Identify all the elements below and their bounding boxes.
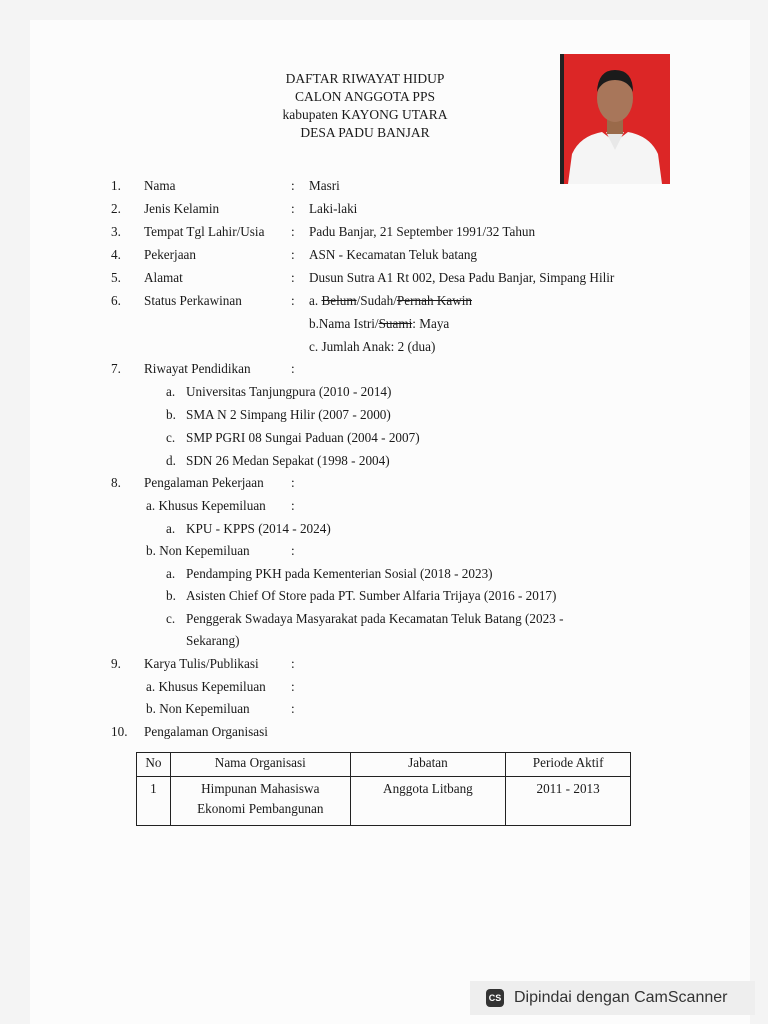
education-item: Universitas Tanjungpura (2010 - 2014) xyxy=(186,384,392,399)
option-prefix: a. xyxy=(309,293,322,308)
field-number: 5. xyxy=(111,270,121,285)
spouse-name-line xyxy=(309,316,449,332)
colon: : xyxy=(291,679,295,694)
section-label-publikasi: Karya Tulis/Publikasi xyxy=(144,656,259,671)
list-letter: c. xyxy=(166,430,176,445)
list-letter: c. xyxy=(166,611,176,626)
colon: : xyxy=(291,293,295,308)
field-label-nama: Nama xyxy=(144,178,176,193)
subsection-label-non: b. Non Kepemiluan xyxy=(146,701,250,716)
struck-option: Suami xyxy=(378,316,413,331)
profile-photo xyxy=(560,54,670,184)
cell-position: Anggota Litbang xyxy=(350,777,506,826)
colon: : xyxy=(291,224,295,239)
section-label-pekerjaan: Pengalaman Pekerjaan xyxy=(144,475,264,490)
work-item: KPU - KPPS (2014 - 2024) xyxy=(186,521,331,536)
field-label-tempat-tgl-lahir: Tempat Tgl Lahir/Usia xyxy=(144,224,265,239)
selected-option: /Sudah/ xyxy=(356,293,397,308)
children-count-line: c. Jumlah Anak: 2 (dua) xyxy=(309,339,436,354)
subsection-label-non: b. Non Kepemiluan xyxy=(146,543,250,558)
education-item: SMA N 2 Simpang Hilir (2007 - 2000) xyxy=(186,407,391,422)
cell-period: 2011 - 2013 xyxy=(506,777,631,826)
section-label-pendidikan: Riwayat Pendidikan xyxy=(144,361,251,376)
field-number: 6. xyxy=(111,293,121,308)
document-title xyxy=(240,70,490,142)
field-value-pekerjaan: ASN - Kecamatan Teluk batang xyxy=(309,247,478,262)
title-line: CALON ANGGOTA PPS xyxy=(295,89,435,104)
field-value-nama: Masri xyxy=(309,178,340,193)
camscanner-badge xyxy=(470,981,755,1015)
spouse-name: : Maya xyxy=(412,316,450,331)
work-item-continuation: Sekarang) xyxy=(186,633,240,648)
camscanner-text: Dipindai dengan CamScanner xyxy=(514,989,728,1006)
organization-name-line: Himpunan Mahasiswa xyxy=(201,781,320,796)
title-line: DESA PADU BANJAR xyxy=(300,125,430,140)
field-value-alamat: Dusun Sutra A1 Rt 002, Desa Padu Banjar, Simpang Hilir xyxy=(309,270,615,285)
work-item: Asisten Chief Of Store pada PT. Sumber Alfaria Trijaya (2016 - 2017) xyxy=(186,588,557,603)
field-label-status-perkawinan: Status Perkawinan xyxy=(144,293,242,308)
field-label-jenis-kelamin: Jenis Kelamin xyxy=(144,201,220,216)
camscanner-logo-icon: CS xyxy=(486,989,504,1007)
column-header-periode-aktif: Periode Aktif xyxy=(506,753,631,777)
field-number: 9. xyxy=(111,656,121,671)
field-number: 8. xyxy=(111,475,121,490)
field-number: 3. xyxy=(111,224,121,239)
field-value-jenis-kelamin: Laki-laki xyxy=(309,201,358,216)
subsection-label-khusus: a. Khusus Kepemiluan xyxy=(146,679,266,694)
organization-table xyxy=(136,752,631,826)
field-number: 7. xyxy=(111,361,121,376)
field-number: 1. xyxy=(111,178,121,193)
field-number: 10. xyxy=(111,724,128,739)
list-letter: b. xyxy=(166,407,176,422)
colon: : xyxy=(291,270,295,285)
table-header-row xyxy=(137,753,631,777)
table-row xyxy=(137,777,631,826)
list-letter: a. xyxy=(166,566,176,581)
cell-organization-name xyxy=(170,777,350,826)
list-letter: d. xyxy=(166,453,176,468)
column-header-jabatan: Jabatan xyxy=(350,753,506,777)
subsection-label-khusus: a. Khusus Kepemiluan xyxy=(146,498,266,513)
field-label-alamat: Alamat xyxy=(144,270,183,285)
colon: : xyxy=(291,656,295,671)
struck-option: Pernah Kawin xyxy=(396,293,472,308)
cell-no: 1 xyxy=(137,777,171,826)
spouse-prefix: b.Nama Istri/ xyxy=(309,316,379,331)
colon: : xyxy=(291,475,295,490)
section-label-organisasi: Pengalaman Organisasi xyxy=(144,724,268,739)
list-letter: b. xyxy=(166,588,176,603)
colon: : xyxy=(291,178,295,193)
colon: : xyxy=(291,498,295,513)
column-header-no: No xyxy=(137,753,171,777)
column-header-nama-organisasi: Nama Organisasi xyxy=(170,753,350,777)
list-letter: a. xyxy=(166,384,176,399)
colon: : xyxy=(291,701,295,716)
colon: : xyxy=(291,201,295,216)
colon: : xyxy=(291,361,295,376)
field-value-tempat-tgl-lahir: Padu Banjar, 21 September 1991/32 Tahun xyxy=(309,224,536,239)
education-item: SDN 26 Medan Sepakat (1998 - 2004) xyxy=(186,453,390,468)
field-number: 4. xyxy=(111,247,121,262)
education-item: SMP PGRI 08 Sungai Paduan (2004 - 2007) xyxy=(186,430,420,445)
struck-option: Belum xyxy=(321,293,357,308)
list-letter: a. xyxy=(166,521,176,536)
colon: : xyxy=(291,543,295,558)
title-line: DAFTAR RIWAYAT HIDUP xyxy=(285,71,445,86)
field-number: 2. xyxy=(111,201,121,216)
work-item: Penggerak Swadaya Masyarakat pada Kecamatan Teluk Batang (2023 - xyxy=(186,611,564,626)
organization-name-line: Ekonomi Pembangunan xyxy=(197,801,324,816)
field-label-pekerjaan: Pekerjaan xyxy=(144,247,196,262)
marital-status-line xyxy=(309,293,472,309)
person-photo-icon xyxy=(560,54,670,184)
work-item: Pendamping PKH pada Kementerian Sosial (2018 - 2023) xyxy=(186,566,493,581)
title-line: kabupaten KAYONG UTARA xyxy=(282,107,448,122)
colon: : xyxy=(291,247,295,262)
